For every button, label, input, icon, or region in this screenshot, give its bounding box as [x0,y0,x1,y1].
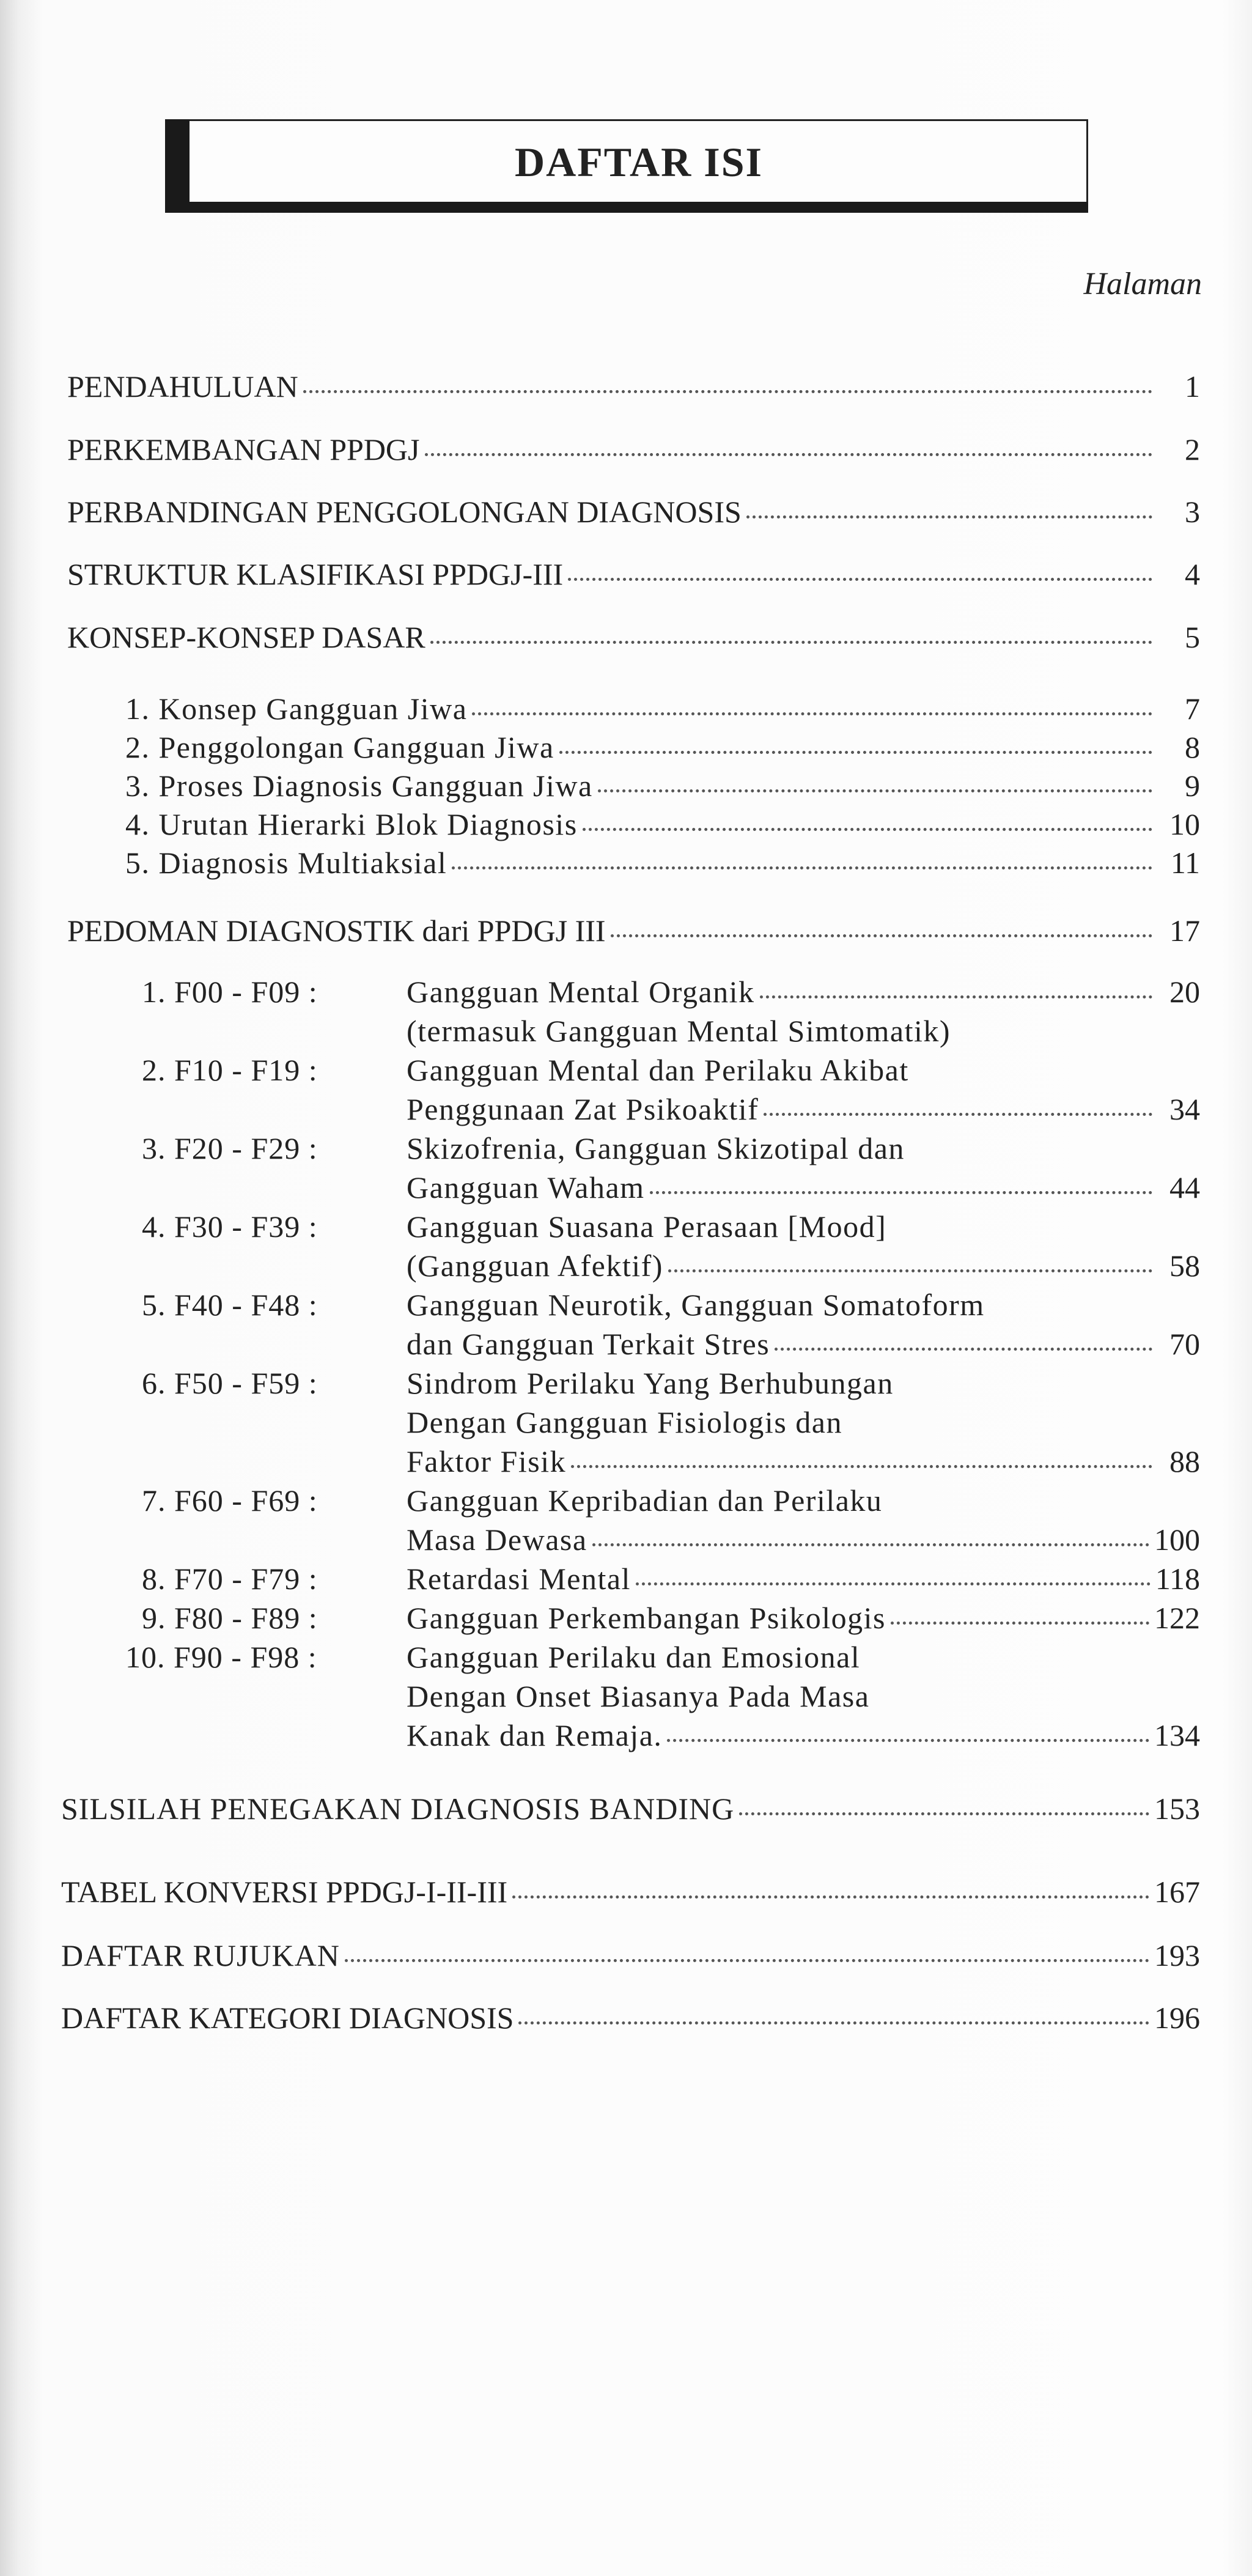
dot-leader [568,578,1152,581]
diagnostic-label: Skizofrenia, Gangguan Skizotipal dan [407,1131,905,1165]
toc-subentry-label: 4. Urutan Hierarki Blok Diagnosis [125,807,578,841]
diagnostic-label-cont: Faktor Fisik [407,1444,567,1478]
toc-subentry[interactable] [125,728,1200,767]
toc-entry[interactable] [67,430,1200,469]
diagnostic-code: 10. F90 - F98 : [125,1640,317,1674]
toc-subentry[interactable] [125,805,1200,844]
toc-subentry-label: 1. Konsep Gangguan Jiwa [125,692,468,726]
diagnostic-code: 8. F70 - F79 : [142,1562,318,1596]
diagnostic-label-cont: (termasuk Gangguan Mental Simtomatik) [407,1014,951,1048]
toc-entry[interactable] [61,1998,1200,2037]
toc-entry-page: 153 [1154,1792,1200,1826]
toc-subentry-label: 5. Diagnosis Multiaksial [125,846,447,880]
dot-leader [518,2021,1149,2024]
dot-leader [739,1812,1149,1815]
dot-leader [746,515,1152,519]
diagnostic-label: Gangguan Neurotik, Gangguan Somatoform [407,1288,985,1322]
dot-leader [583,828,1152,831]
diagnostic-entry[interactable] [407,1246,1200,1285]
diagnostic-label: Gangguan Mental dan Perilaku Akibat [407,1053,909,1087]
toc-entry[interactable] [61,1789,1200,1828]
toc-subentry-page: 8 [1185,730,1200,764]
toc-entry-label: KONSEP-KONSEP DASAR [67,620,425,654]
diagnostic-label: Gangguan Suasana Perasaan [Mood] [407,1209,887,1244]
toc-entry-page: 196 [1154,2001,1200,2035]
diagnostic-entry[interactable] [407,1442,1200,1481]
toc-entry[interactable] [61,1872,1200,1911]
diagnostic-code: 2. F10 - F19 : [142,1053,318,1087]
diagnostic-label-cont: Masa Dewasa [407,1522,587,1557]
toc-entry-page: 5 [1185,620,1200,654]
diagnostic-label: Sindrom Perilaku Yang Berhubungan [407,1366,894,1400]
diagnostic-page: 70 [1169,1327,1200,1361]
dot-leader [764,1113,1152,1116]
toc-subentry-page: 11 [1170,846,1200,880]
toc-entry-page: 1 [1185,369,1200,404]
dot-leader [667,1739,1149,1742]
toc-entry-label: PERKEMBANGAN PPDGJ [67,432,420,467]
dot-leader [598,789,1152,792]
toc-entry-label: STRUKTUR KLASIFIKASI PPDGJ-III [67,557,564,591]
dot-leader [611,934,1152,937]
dot-leader [650,1191,1152,1194]
dot-leader [425,453,1153,456]
diagnostic-label-cont: dan Gangguan Terkait Stres [407,1327,770,1361]
diagnostic-page: 58 [1169,1249,1200,1283]
toc-entry-label: SILSILAH PENEGAKAN DIAGNOSIS BANDING [61,1792,735,1826]
dot-leader [559,751,1152,754]
page-column-label: Halaman [1083,267,1202,301]
diagnostic-entry[interactable] [407,1559,1200,1598]
diagnostic-entry[interactable] [407,972,1200,1011]
dot-leader [775,1348,1152,1351]
diagnostic-page: 88 [1169,1444,1200,1478]
toc-entry-label: DAFTAR RUJUKAN [61,1938,340,1973]
diagnostic-code: 7. F60 - F69 : [142,1483,318,1518]
dot-leader [512,1895,1149,1899]
title-box-shadow-left [165,119,190,211]
diagnostic-label-cont: Dengan Gangguan Fisiologis dan [407,1405,842,1439]
diagnostic-entry[interactable] [407,1716,1200,1755]
toc-entry-page: 17 [1169,913,1200,948]
diagnostic-label: Gangguan Perilaku dan Emosional [407,1640,861,1674]
toc-subentry-page: 9 [1185,769,1200,803]
toc-entry[interactable] [61,1936,1200,1975]
toc-entry-page: 193 [1154,1938,1200,1973]
dot-leader [891,1622,1149,1625]
diagnostic-entry[interactable] [407,1168,1200,1207]
toc-subentry[interactable] [125,843,1200,882]
toc-entry[interactable] [67,367,1200,406]
diagnostic-entry[interactable] [407,1324,1200,1364]
diagnostic-page: 34 [1169,1092,1200,1126]
diagnostic-entry[interactable] [407,1090,1200,1129]
diagnostic-page: 100 [1154,1522,1200,1557]
diagnostic-code: 4. F30 - F39 : [142,1209,318,1244]
diagnostic-label-cont: Kanak dan Remaja. [407,1718,663,1752]
dot-leader [452,866,1152,869]
toc-entry-label: PEDOMAN DIAGNOSTIK dari PPDGJ III [67,913,606,948]
diagnostic-page: 20 [1169,975,1200,1009]
toc-subentry[interactable] [125,766,1200,805]
page-title: DAFTAR ISI [514,138,764,185]
toc-entry-label: PERBANDINGAN PENGGOLONGAN DIAGNOSIS [67,495,742,529]
diagnostic-code: 9. F80 - F89 : [142,1601,318,1635]
toc-entry-label: TABEL KONVERSI PPDGJ-I-II-III [61,1875,508,1909]
dot-leader [571,1465,1152,1468]
diagnostic-entry[interactable] [407,1520,1200,1559]
diagnostic-code: 1. F00 - F09 : [142,975,318,1009]
diagnostic-page: 122 [1154,1601,1200,1635]
toc-entry-page: 167 [1154,1875,1200,1909]
toc-subentry-label: 2. Penggolongan Gangguan Jiwa [125,730,554,764]
diagnostic-label-cont: Dengan Onset Biasanya Pada Masa [407,1679,870,1713]
diagnostic-label: Gangguan Mental Organik [407,975,755,1009]
diagnostic-label-cont: Penggunaan Zat Psikoaktif [407,1092,759,1126]
toc-entry[interactable] [67,911,1200,950]
dot-leader [760,995,1152,998]
toc-entry-page: 4 [1185,557,1200,591]
diagnostic-label-cont: Gangguan Waham [407,1170,645,1205]
diagnostic-entry[interactable] [407,1598,1200,1637]
toc-entry[interactable] [67,492,1200,531]
toc-subentry-page: 7 [1185,692,1200,726]
diagnostic-page: 134 [1154,1718,1200,1752]
toc-entry-page: 3 [1185,495,1200,529]
diagnostic-page: 118 [1155,1562,1200,1596]
diagnostic-label: Gangguan Perkembangan Psikologis [407,1601,886,1635]
diagnostic-page: 44 [1169,1170,1200,1205]
diagnostic-code: 3. F20 - F29 : [142,1131,318,1165]
toc-entry[interactable] [67,618,1200,657]
diagnostic-label: Retardasi Mental [407,1562,631,1596]
dot-leader [668,1269,1152,1272]
diagnostic-code: 5. F40 - F48 : [142,1288,318,1322]
dot-leader [472,712,1152,715]
dot-leader [430,641,1152,644]
diagnostic-code: 6. F50 - F59 : [142,1366,318,1400]
diagnostic-label: Gangguan Kepribadian dan Perilaku [407,1483,883,1518]
toc-entry-label: DAFTAR KATEGORI DIAGNOSIS [61,2001,514,2035]
toc-subentry[interactable] [125,689,1200,728]
dot-leader [636,1582,1151,1585]
dot-leader [592,1543,1149,1546]
dot-leader [303,390,1152,393]
toc-entry-label: PENDAHULUAN [67,369,298,404]
toc-subentry-label: 3. Proses Diagnosis Gangguan Jiwa [125,769,593,803]
toc-entry-page: 2 [1185,432,1200,467]
diagnostic-label-cont: (Gangguan Afektif) [407,1249,663,1283]
toc-subentry-page: 10 [1169,807,1200,841]
dot-leader [345,1959,1149,1962]
toc-entry[interactable] [67,555,1200,594]
